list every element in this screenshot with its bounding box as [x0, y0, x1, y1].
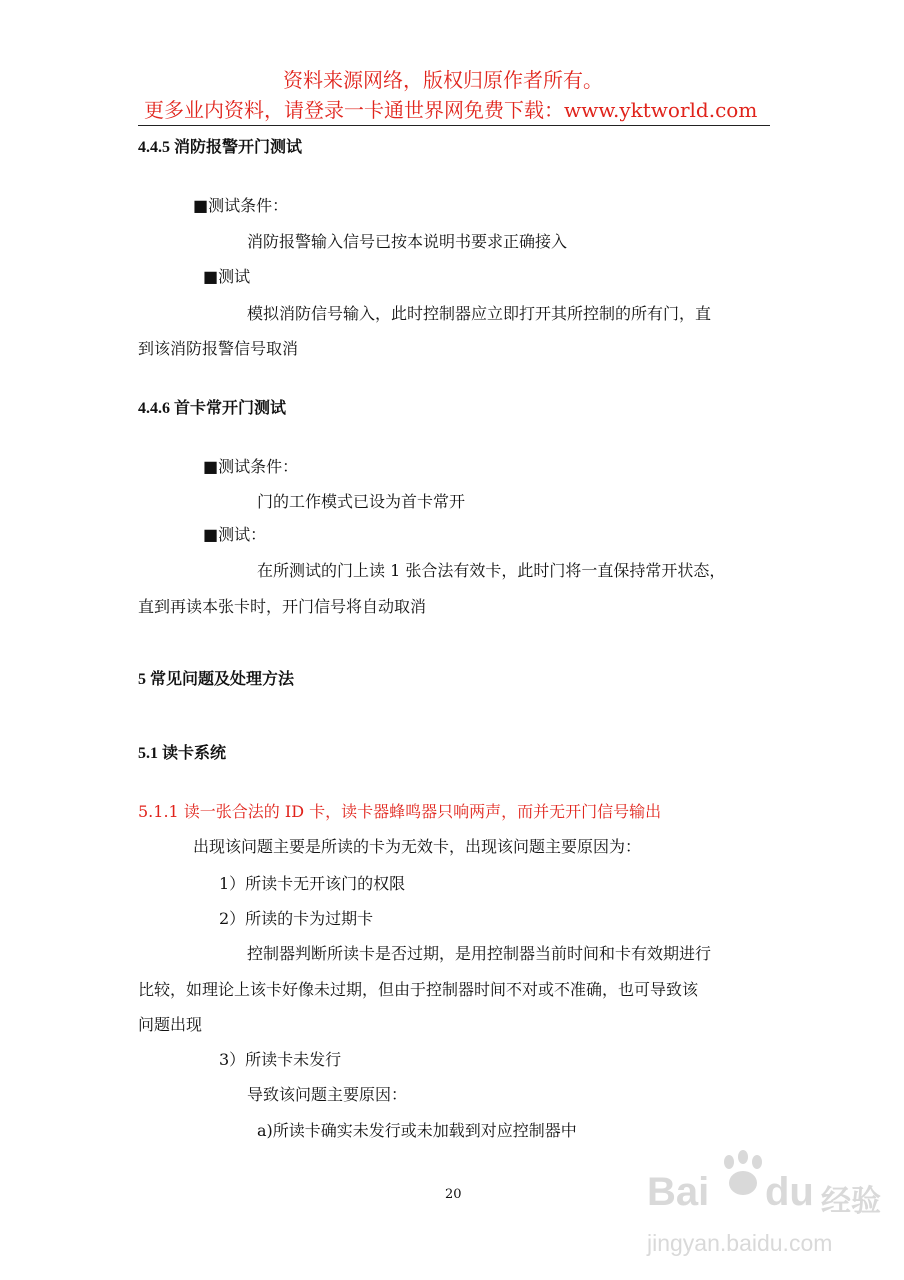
section-511-para-line-3: 问题出现 — [138, 1015, 203, 1034]
header-line-1: 资料来源网络，版权归原作者所有。 — [283, 68, 603, 92]
section-445-title: 4.4.5 消防报警开门测试 — [138, 139, 303, 156]
page-number: 20 — [445, 1187, 462, 1202]
section-511-item-2: 2）所读的卡为过期卡 — [219, 909, 374, 928]
section-51-title: 5.1 读卡系统 — [138, 745, 227, 762]
section-511-para-line-1: 控制器判断所读卡是否过期，是用控制器当前时间和卡有效期进行 — [247, 944, 712, 963]
watermark-cn: 经验 — [821, 1184, 881, 1219]
section-445-test-line-2: 到该消防报警信号取消 — [138, 339, 299, 358]
section-511-title: 5.1.1 读一张合法的 ID 卡，读卡器蜂鸣器只响两声，而并无开门信号输出 — [138, 802, 662, 821]
section-446-test-line-1: 在所测试的门上读 1 张合法有效卡，此时门将一直保持常开状态， — [257, 561, 726, 580]
section-446-title: 4.4.6 首卡常开门测试 — [138, 400, 287, 417]
section-445-test-label: ■测试 — [203, 267, 251, 286]
watermark-url: jingyan.baidu.com — [647, 1230, 833, 1256]
section-511-reason-a: a)所读卡确实未发行或未加载到对应控制器中 — [257, 1121, 577, 1140]
paw-icon — [719, 1150, 767, 1200]
watermark-brand: Bai — [647, 1170, 710, 1214]
header-line-2: 更多业内资料，请登录一卡通世界网免费下载：www.yktworld.com — [144, 98, 758, 122]
header-rule — [138, 125, 770, 126]
section-511-item-3: 3）所读卡未发行 — [219, 1050, 342, 1069]
section-446-cond-label: ■测试条件： — [203, 457, 299, 476]
section-445-test-line-1: 模拟消防信号输入，此时控制器应立即打开其所控制的所有门，直 — [247, 304, 712, 323]
section-511-para-line-2: 比较，如理论上该卡好像未过期，但由于控制器时间不对或不准确，也可导致该 — [138, 980, 699, 999]
watermark — [645, 1150, 895, 1265]
section-511-intro: 出现该问题主要是所读的卡为无效卡，出现该问题主要原因为： — [193, 837, 642, 856]
section-445-cond-text: 消防报警输入信号已按本说明书要求正确接入 — [247, 232, 568, 251]
section-446-cond-text: 门的工作模式已设为首卡常开 — [257, 492, 466, 511]
watermark-brand-2: du — [765, 1170, 814, 1214]
section-446-test-line-2: 直到再读本张卡时，开门信号将自动取消 — [138, 597, 427, 616]
section-446-test-label: ■测试： — [203, 525, 267, 544]
section-445-cond-label: ■测试条件： — [193, 196, 289, 215]
section-5-title: 5 常见问题及处理方法 — [138, 671, 295, 688]
section-511-item-1: 1）所读卡无开该门的权限 — [219, 874, 406, 893]
section-511-reason-label: 导致该问题主要原因： — [247, 1085, 408, 1104]
